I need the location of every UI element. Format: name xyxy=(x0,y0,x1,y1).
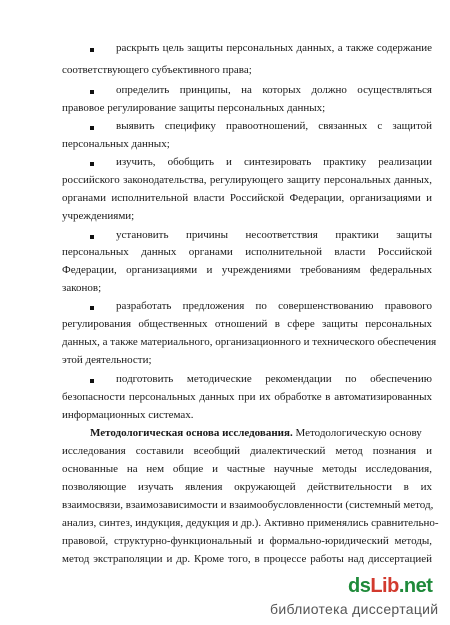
text-line: анализ, синтез, индукция, дедукция и др.). Активно применялись сравнительно- xyxy=(62,517,439,529)
watermark-subtitle: библиотека диссертаций xyxy=(270,601,439,617)
text-line: разработать предложения по совершенствованию правового xyxy=(116,300,432,312)
logo-part: ds xyxy=(348,575,371,597)
text-line: позволяющие изучать явления окружающей действительности в их xyxy=(62,481,432,493)
text-line: основанные на нем общие и частные научные методы исследования, xyxy=(62,463,432,475)
text-line: исследования составили всеобщий диалектический метод познания и xyxy=(62,445,432,457)
text-line: соответствующего субъективного права; xyxy=(62,64,252,76)
text-line: установить причины несоответствия практики защиты xyxy=(116,229,432,241)
text-line: правовое регулирование защиты персональных данных; xyxy=(62,102,326,114)
text-line: Федерации, организациями и учреждениями требованиям федеральных xyxy=(62,264,432,276)
text-line: законов; xyxy=(62,282,102,294)
bullet-marker xyxy=(90,126,94,130)
bullet-marker xyxy=(90,379,94,383)
text-line: данных, а также материального, организационного и технического обеспечения xyxy=(62,336,437,348)
bullet-marker xyxy=(90,90,94,94)
text-line: российского законодательства, регулирующего защиту персональных данных, xyxy=(62,174,432,186)
methodology-heading: Методологическая основа исследования. xyxy=(90,427,293,439)
text-line: изучить, обобщить и синтезировать практику реализации xyxy=(116,156,432,168)
bullet-marker xyxy=(90,162,94,166)
text-line: учреждениями; xyxy=(62,210,135,222)
logo-part: .net xyxy=(398,575,433,597)
text-line: подготовить методические рекомендации по обеспечению xyxy=(116,373,432,385)
paragraph-first-line xyxy=(90,427,432,440)
text-run: Методологическую основу xyxy=(292,427,422,439)
text-line: органами исполнительной власти Российской Федерации, организациями и xyxy=(62,192,432,204)
text-line: выявить специфику правоотношений, связанных с защитой xyxy=(116,120,432,132)
text-line: раскрыть цель защиты персональных данных, а также содержание xyxy=(116,42,432,54)
bullet-marker xyxy=(90,48,94,52)
logo-part: Lib xyxy=(370,575,399,597)
text-line: персональных данных; xyxy=(62,138,170,150)
bullet-marker xyxy=(90,306,94,310)
text-line: этой деятельности; xyxy=(62,354,152,366)
text-line: регулирования общественных отношений в сфере защиты персональных xyxy=(62,318,432,330)
dslib-logo xyxy=(348,575,432,598)
text-line: метод экстраполяции и др. Кроме того, в процессе работы над диссертацией xyxy=(62,553,432,565)
text-line: взаимосвязи, взаимозависимости и взаимообусловленности (системный метод, xyxy=(62,499,434,511)
text-line: персональных данных органами исполнительной власти Российской xyxy=(62,246,432,258)
bullet-marker xyxy=(90,235,94,239)
text-line: правовой, структурно-функциональный и формально-юридический методы, xyxy=(62,535,432,547)
text-line: определить принципы, на которых должно осуществляться xyxy=(116,84,432,96)
text-line: информационных системах. xyxy=(62,409,194,421)
text-line: безопасности персональных данных при их обработке в автоматизированных xyxy=(62,391,432,403)
